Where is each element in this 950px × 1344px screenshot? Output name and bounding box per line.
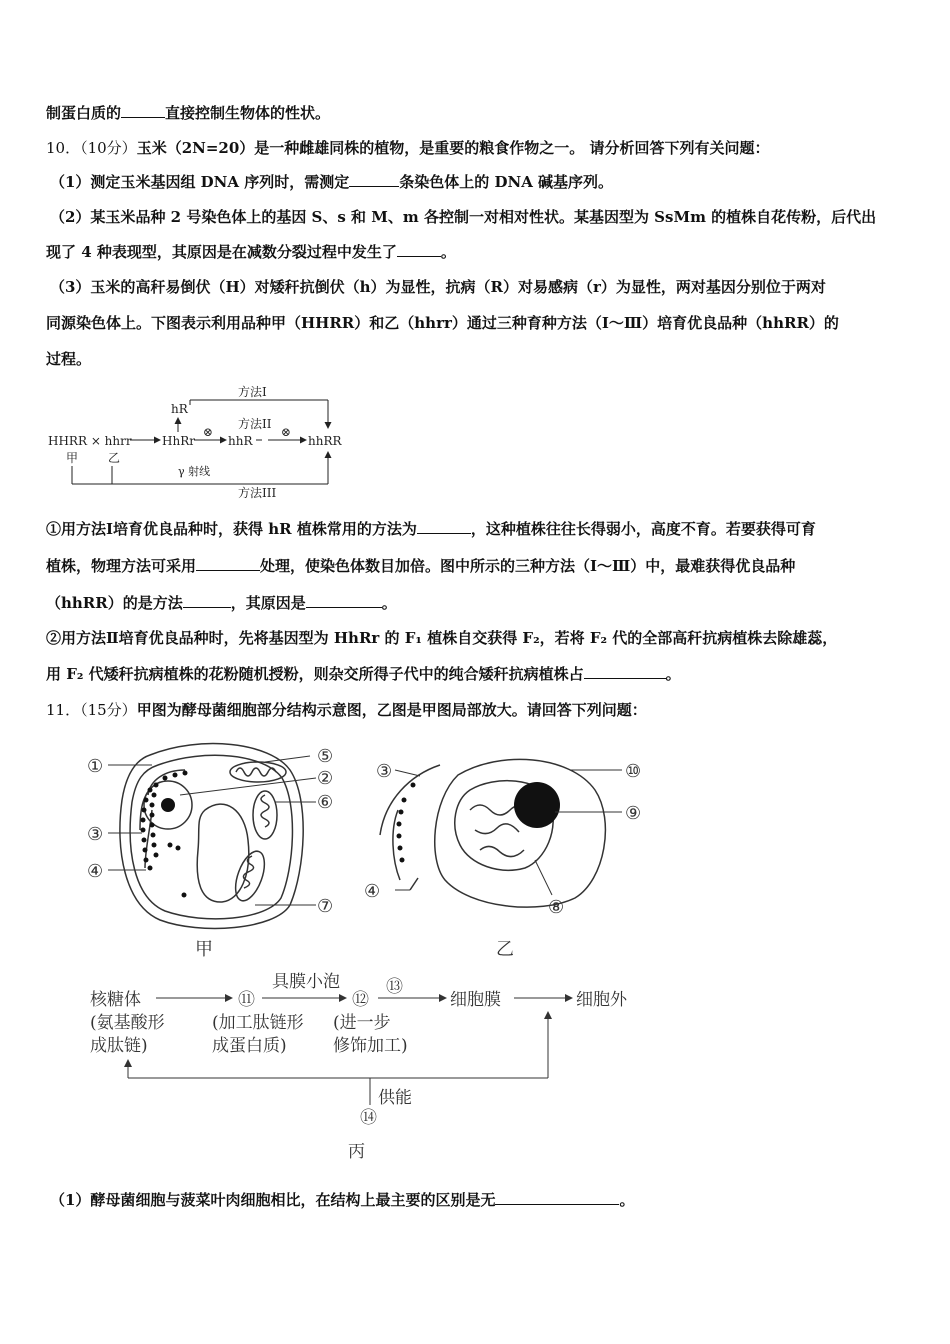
step12-note: 修饰加工) (333, 1036, 408, 1056)
figure-label-jia: 甲 (195, 939, 213, 960)
label-1: ① (87, 756, 104, 777)
text: 过程。 (46, 350, 92, 368)
text: 。 (665, 665, 681, 683)
label-5: ⑤ (317, 746, 334, 767)
method3-label: 方法III (238, 486, 277, 500)
ribosome-note: 成肽链) (90, 1036, 148, 1056)
label-6: ⑥ (317, 792, 334, 813)
text: 制蛋白质的 (46, 104, 122, 122)
text: 甲图为酵母菌细胞部分结构示意图，乙图是甲图局部放大。请回答下列问题： (136, 701, 647, 719)
cell-membrane-label: 细胞膜 (450, 990, 501, 1010)
step12-note: (进一步 (333, 1013, 391, 1033)
f1-genotype: HhRr (162, 434, 195, 448)
text: 同源染色体上。下图表示利用品种甲（HHRR）和乙（hhrr）通过三种育种方法（Ⅰ～Ⅲ）培育优良品种（hhRR）的 (46, 314, 839, 332)
text: ①用方法Ⅰ培育优良品种时，获得 hR 植株常用的方法为 (46, 520, 417, 538)
text: 直接控制生物体的性状。 (165, 104, 331, 122)
figure-label-bing: 丙 (348, 1142, 365, 1162)
label-7: ⑦ (317, 896, 334, 917)
answer-blank[interactable] (495, 1190, 619, 1205)
text: （hhRR）的是方法 (46, 594, 183, 612)
selfing-symbol: ⊗ (281, 425, 292, 439)
label-12: ⑫ (352, 990, 369, 1010)
hR-genotype: hR (171, 402, 188, 416)
method1-label: 方法I (238, 385, 267, 399)
cell-exterior-label: 细胞外 (576, 990, 627, 1010)
text: （3）玉米的高秆易倒伏（H）对矮秆抗倒伏（h）为显性，抗病（R）对易感病（r）为显性，两对基因分别位于两对 (50, 278, 826, 296)
text: （1）酵母菌细胞与菠菜叶肉细胞相比，在结构上最主要的区别是无 (50, 1191, 496, 1209)
text: （1）测定玉米基因组 DNA 序列时，需测定 (50, 173, 350, 191)
text: 用 F₂ 代矮秆抗病植株的花粉随机授粉，则杂交所得子代中的纯合矮秆抗病植株占 (46, 665, 584, 683)
label-3: ③ (87, 824, 104, 845)
label-9: ⑨ (625, 803, 642, 824)
text: 条染色体上的 DNA 碱基序列。 (399, 173, 614, 191)
label-13: ⑬ (386, 977, 403, 997)
label-yi: 乙 (108, 451, 121, 465)
text: ，其原因是 (230, 594, 306, 612)
text: 。 (381, 594, 397, 612)
text: （2）某玉米品种 2 号染色体上的基因 S、s 和 M、m 各控制一对相对性状。某基因型为 SsMm 的植株自花传粉，后代出 (50, 208, 877, 226)
label-jia: 甲 (66, 451, 79, 465)
energy-label: 供能 (378, 1088, 412, 1108)
ray-label: γ 射线 (178, 465, 211, 478)
ribosome-label: 核糖体 (90, 990, 141, 1010)
text: ②用方法Ⅱ培育优良品种时，先将基因型为 HhRr 的 F₁ 植株自交获得 F₂，若将 F₂ 代的全部高秆抗病植株去除雄蕊， (46, 629, 838, 647)
label-2: ② (317, 768, 334, 789)
label-10: ⑩ (625, 761, 642, 782)
label-8: ⑧ (548, 897, 565, 918)
ribosome-note: (氨基酸形 (90, 1013, 165, 1033)
text: 处理，使染色体数目加倍。图中所示的三种方法（Ⅰ～Ⅲ）中，最难获得优良品种 (260, 557, 796, 575)
vesicle-label: 具膜小泡 (272, 972, 340, 992)
label-4: ④ (87, 861, 104, 882)
label-14: ⑭ (360, 1108, 377, 1128)
method2-label: 方法II (238, 417, 272, 431)
text: 。 (619, 1191, 635, 1209)
question-number: 10．（10分） (46, 139, 137, 157)
label-4b: ④ (364, 881, 381, 902)
label-11: ⑪ (238, 990, 255, 1010)
q11-part1 (50, 1190, 634, 1210)
text: 植株，物理方法可采用 (46, 557, 197, 575)
step11-note: 成蛋白质) (212, 1036, 287, 1056)
figure-label-yi: 乙 (496, 939, 514, 960)
text: 现了 4 种表现型，其原因是在减数分裂过程中发生了 (46, 243, 397, 261)
target-genotype: hhRR (308, 434, 342, 448)
parents-cross: HHRR × hhrr (48, 434, 132, 448)
text: 。 (440, 243, 456, 261)
text: ，这种植株往往长得弱小，高度不育。若要获得可育 (470, 520, 816, 538)
step11-note: (加工肽链形 (212, 1013, 304, 1033)
text: 玉米（2N=20）是一种雌雄同株的植物，是重要的粮食作物之一。 请分析回答下列有关问题： (136, 139, 770, 157)
question-number: 11．（15分） (46, 701, 137, 719)
hhR-genotype: hhR (228, 434, 253, 448)
selfing-symbol: ⊗ (203, 425, 214, 439)
label-3b: ③ (376, 761, 393, 782)
